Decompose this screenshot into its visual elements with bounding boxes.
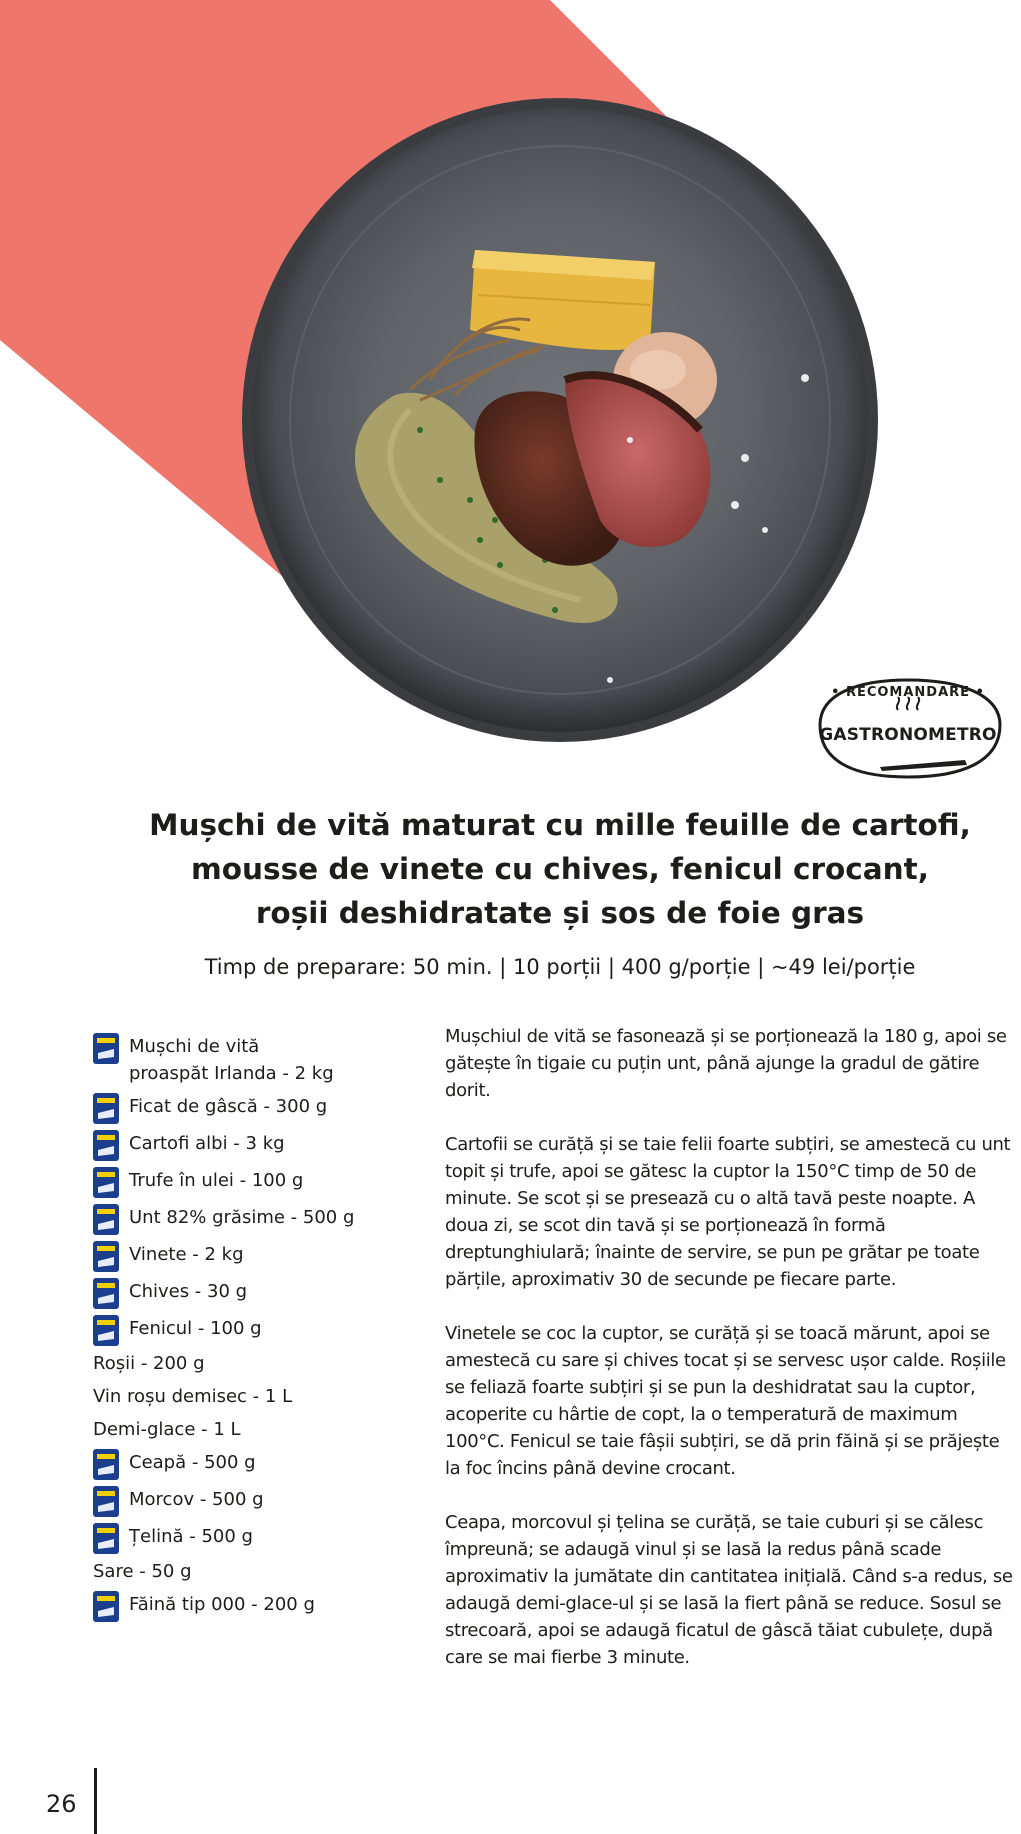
ingredient-item bbox=[93, 1130, 423, 1161]
metro-chef-logo-icon bbox=[93, 1278, 119, 1309]
metro-chef-logo-icon bbox=[93, 1204, 119, 1235]
ingredient-item bbox=[93, 1093, 423, 1124]
title-line-2: mousse de vinete cu chives, fenicul crocant, bbox=[191, 852, 929, 886]
ingredient-name: Mușchi de vită bbox=[129, 1036, 260, 1057]
ingredient-text bbox=[129, 1093, 327, 1120]
ingredient-text bbox=[93, 1350, 205, 1377]
metro-chef-logo-icon bbox=[93, 1591, 119, 1622]
ingredients-list bbox=[93, 1027, 423, 1626]
ingredient-name: Trufe în ulei - 100 g bbox=[129, 1170, 304, 1191]
gastronometro-badge bbox=[795, 665, 1021, 795]
ingredient-text bbox=[129, 1167, 303, 1194]
ingredient-item bbox=[93, 1315, 423, 1346]
ingredient-text bbox=[129, 1523, 253, 1550]
page-number: 26 bbox=[46, 1790, 77, 1818]
metro-chef-logo-icon bbox=[93, 1315, 119, 1346]
ingredient-item bbox=[93, 1204, 423, 1235]
ingredient-text bbox=[129, 1278, 247, 1305]
method-paragraph: Ceapa, morcovul și țelina se curăță, se taie cuburi și se călesc împreună; se adaugă vinul și se lasă la redus până scade aproximativ la jumătate din cantitatea inițială. Când s-a redus, se adaugă demi-glace-ul și se lasă la fiert până se reduce. Sosul se strecoară, apoi se adaugă ficatul de gâscă tăiat cubulețe, după care se mai fierbe 3 minute. bbox=[445, 1512, 1013, 1668]
method-paragraph: Cartofii se curăță și se taie felii foarte subțiri, se amestecă cu unt topit și trufe, apoi se gătesc la cuptor la 150°C timp de 50 de minute. Se scot și se presează cu o altă tavă peste noapte. A doua zi, se scot din tavă și se porționează în formă dreptunghiulară; înainte de servire, se pun pe grătar pe toate părțile, aproximativ 30 de secunde pe fiecare parte. bbox=[445, 1134, 1011, 1290]
ingredient-name: Vinete - 2 kg bbox=[129, 1244, 244, 1265]
ingredient-name: Demi-glace - 1 L bbox=[93, 1419, 241, 1440]
ingredient-text bbox=[129, 1486, 264, 1513]
ingredient-name: Ceapă - 500 g bbox=[129, 1452, 256, 1473]
ingredient-name: Ficat de gâscă - 300 g bbox=[129, 1096, 328, 1117]
ingredient-name-continued: proaspăt Irlanda - 2 kg bbox=[129, 1063, 334, 1084]
ingredient-item bbox=[93, 1167, 423, 1198]
method-paragraph: Vinetele se coc la cuptor, se curăță și se toacă mărunt, apoi se amestecă cu sare și chives tocat și se servesc ușor calde. Roșiile se feliază foarte subțiri și se pun la deshidratat sau la cuptor, acoperite cu hârtie de copt, la o temperatură de maximum 100°C. Fenicul se taie fâșii subțiri, se dă prin făină și se prăjește la foc încins până devine crocant. bbox=[445, 1323, 1006, 1479]
title-line-1: Mușchi de vită maturat cu mille feuille de cartofi, bbox=[149, 808, 971, 842]
ingredient-name: Roșii - 200 g bbox=[93, 1353, 205, 1374]
ingredient-name: Cartofi albi - 3 kg bbox=[129, 1133, 285, 1154]
ingredient-item bbox=[93, 1278, 423, 1309]
badge-top-text: • RECOMANDARE • bbox=[831, 685, 985, 700]
recipe-meta: Timp de preparare: 50 min. | 10 porții | 400 g/porție | ~49 lei/porție bbox=[204, 955, 916, 979]
ingredient-item bbox=[93, 1486, 423, 1517]
recipe-title bbox=[100, 803, 1020, 935]
metro-chef-logo-icon bbox=[93, 1167, 119, 1198]
page-number-divider bbox=[94, 1768, 97, 1834]
ingredient-item bbox=[93, 1350, 423, 1377]
metro-chef-logo-icon bbox=[93, 1241, 119, 1272]
dish-photo bbox=[0, 0, 1021, 780]
ingredient-name: Unt 82% grăsime - 500 g bbox=[129, 1207, 355, 1228]
ingredient-item bbox=[93, 1558, 423, 1585]
ingredient-item bbox=[93, 1523, 423, 1554]
ingredient-item bbox=[93, 1416, 423, 1443]
metro-chef-logo-icon bbox=[93, 1523, 119, 1554]
ingredient-text bbox=[129, 1241, 244, 1268]
ingredient-text bbox=[129, 1130, 285, 1157]
ingredient-item bbox=[93, 1241, 423, 1272]
ingredient-item bbox=[93, 1591, 423, 1622]
ingredient-name: Făină tip 000 - 200 g bbox=[129, 1594, 315, 1615]
ingredient-item bbox=[93, 1449, 423, 1480]
ingredient-item bbox=[93, 1033, 423, 1087]
metro-chef-logo-icon bbox=[93, 1093, 119, 1124]
title-line-3: roșii deshidratate și sos de foie gras bbox=[255, 896, 865, 930]
ingredient-item bbox=[93, 1383, 423, 1410]
metro-chef-logo-icon bbox=[93, 1033, 119, 1064]
ingredient-text bbox=[129, 1315, 262, 1342]
method-paragraph: Mușchiul de vită se fasonează și se porționează la 180 g, apoi se gătește în tigaie cu puțin unt, până ajunge la gradul de gătire dorit. bbox=[445, 1026, 1007, 1101]
ingredient-name: Morcov - 500 g bbox=[129, 1489, 264, 1510]
ingredient-name: Chives - 30 g bbox=[129, 1281, 248, 1302]
badge-bottom-text: GASTRONOMETRO bbox=[819, 725, 997, 745]
ingredient-name: Țelină - 500 g bbox=[129, 1526, 253, 1547]
ingredient-name: Sare - 50 g bbox=[93, 1561, 192, 1582]
ingredient-name: Fenicul - 100 g bbox=[129, 1318, 262, 1339]
ingredient-name: Vin roșu demisec - 1 L bbox=[93, 1386, 293, 1407]
ingredient-text bbox=[129, 1591, 315, 1618]
metro-chef-logo-icon bbox=[93, 1449, 119, 1480]
metro-chef-logo-icon bbox=[93, 1130, 119, 1161]
ingredient-text bbox=[129, 1449, 256, 1476]
ingredient-text bbox=[93, 1416, 241, 1443]
metro-chef-logo-icon bbox=[93, 1486, 119, 1517]
ingredient-text bbox=[129, 1033, 334, 1087]
ingredient-text bbox=[93, 1558, 192, 1585]
ingredient-text bbox=[129, 1204, 354, 1231]
method-text bbox=[445, 1023, 1015, 1698]
ingredient-text bbox=[93, 1383, 292, 1410]
